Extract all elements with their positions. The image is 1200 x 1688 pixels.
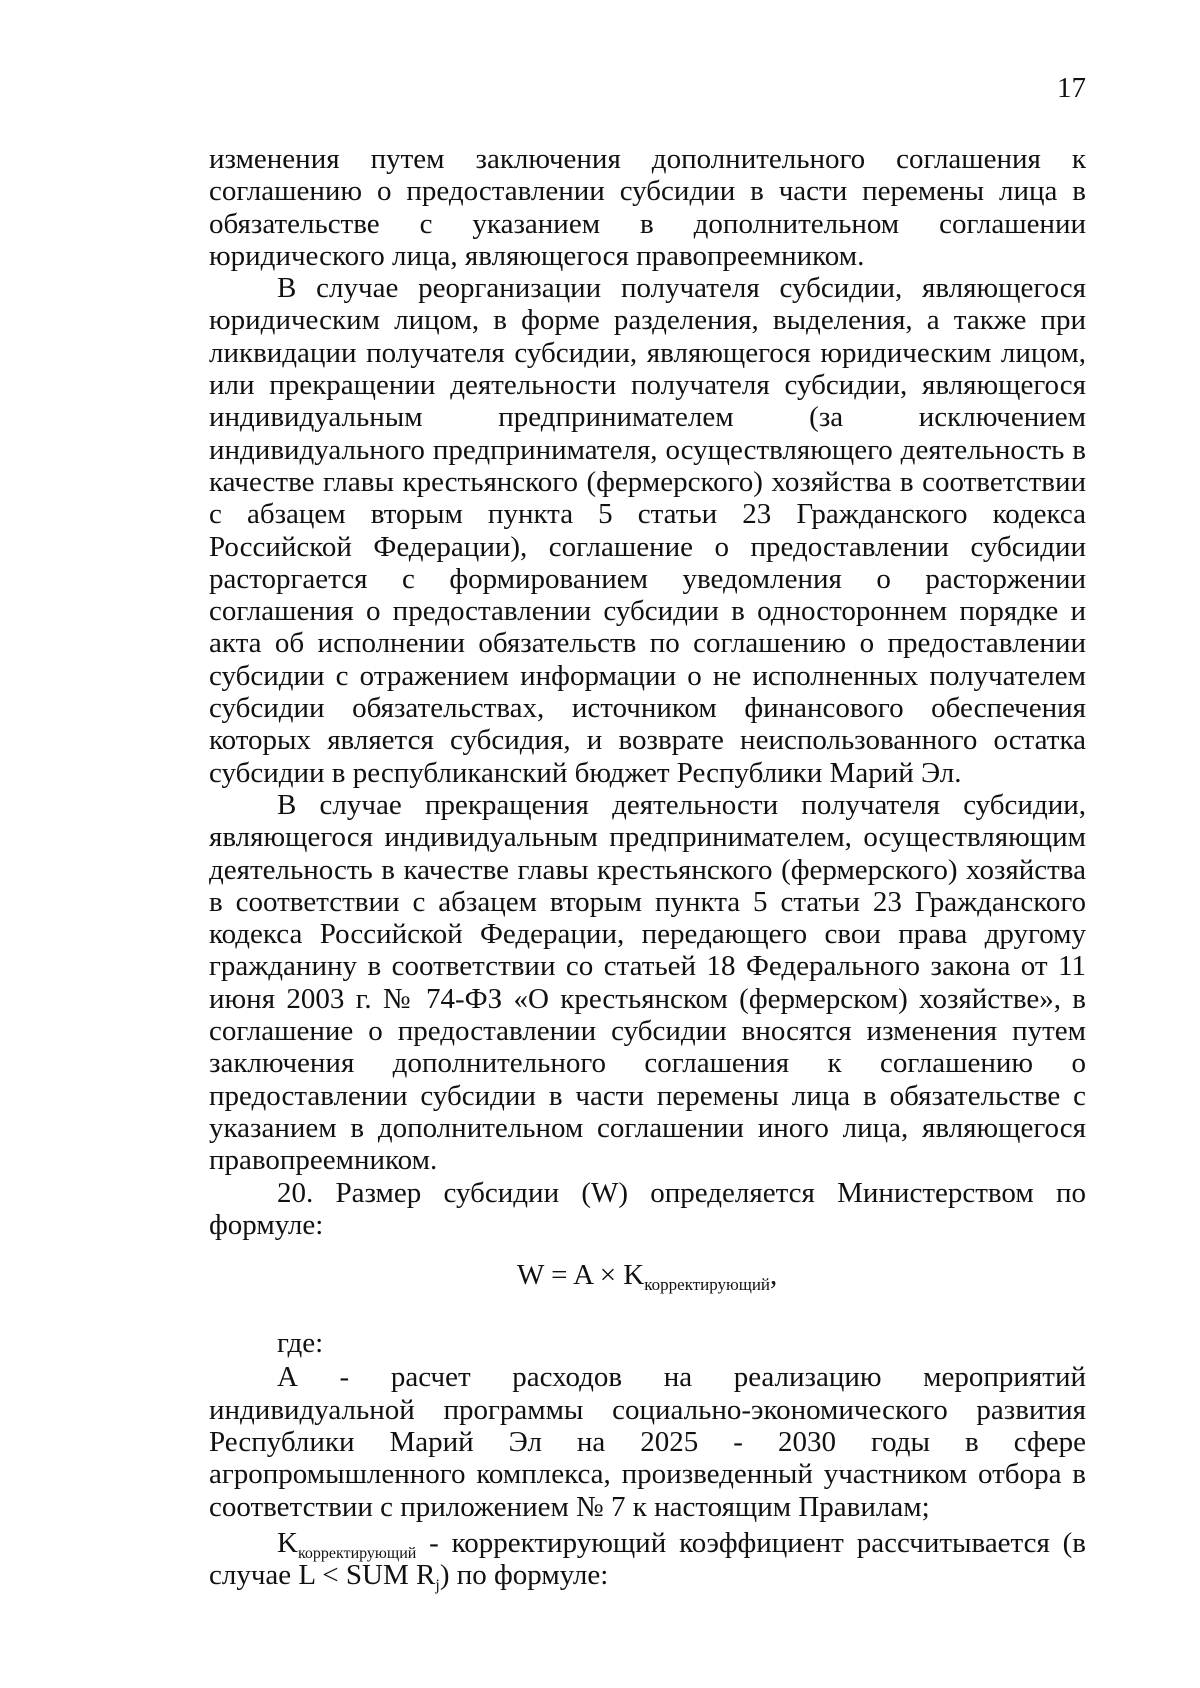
paragraph-continuation: изменения путем заключения дополнительного соглашения к соглашению о предоставлении субсидии в части перемены лица в обязательстве с указанием в дополнительном соглашении юридического лица, являющегося правопреемником.: [209, 143, 1086, 272]
subsidy-formula: [209, 1259, 1086, 1305]
k-subscript: корректирующий: [297, 1544, 417, 1562]
where-label: где:: [277, 1327, 324, 1360]
paragraph-subsidy-size: 20. Размер субсидии (W) определяется Министерством по формуле:: [209, 1176, 1086, 1241]
definition-k: [209, 1526, 1086, 1595]
page-number: 17: [1057, 72, 1086, 104]
document-body: [209, 143, 1086, 1595]
r-subscript-j: j: [435, 1577, 440, 1595]
formula-main: W = A × K: [517, 1259, 645, 1292]
paragraph-termination: В случае прекращения деятельности получателя субсидии, являющегося индивидуальным предпринимателем, осуществляющим деятельность в качестве главы крестьянского (фермерского) хозяйства в соответствии с абзацем вторым пункта 5 статьи 23 Гражданского кодекса Российской Федерации, передающего свои права другому гражданину в соответствии со статьей 18 Федерального закона от 11 июня 2003 г. № 74-ФЗ «О крестьянском (фермерском) хозяйстве», в соглашение о предоставлении субсидии вносятся изменения путем заключения дополнительного соглашения к соглашению о предоставлении субсидии в части перемены лица в обязательстве с указанием в дополнительном соглашении иного лица, являющегося правопреемником.: [209, 788, 1086, 1177]
k-text-1: - корректирующий коэффициент рассчитывается (в случае L < SUM R: [209, 1526, 1086, 1592]
paragraph-reorganization: В случае реорганизации получателя субсидии, являющегося юридическим лицом, в форме разделения, выделения, а также при ликвидации получателя субсидии, являющегося юридическим лицом, или прекращении деятельности получателя субсидии, являющегося индивидуальным предпринимателем (за исключением индивидуального предпринимателя, осуществляющего деятельность в качестве главы крестьянского (фермерского) хозяйства в соответствии с абзацем вторым пункта 5 статьи 23 Гражданского кодекса Российской Федерации), соглашение о предоставлении субсидии расторгается с формированием уведомления о расторжении соглашения о предоставлении субсидии в одностороннем порядке и акта об исполнении обязательств по соглашению о предоставлении субсидии с отражением информации о не исполненных получателем субсидии обязательствах, источником финансового обеспечения которых является субсидия, и возврате неиспользованного остатка субсидии в республиканский бюджет Республики Марий Эл.: [209, 272, 1086, 789]
k-symbol: K: [277, 1526, 298, 1559]
formula-subscript: корректирующий: [644, 1275, 771, 1295]
k-text-2: ) по формуле:: [439, 1559, 609, 1592]
formula-suffix: ,: [770, 1259, 778, 1292]
definition-a: А - расчет расходов на реализацию мероприятий индивидуальной программы социально-экономического развития Республики Марий Эл на 2025 - 2030 годы в сфере агропромышленного комплекса, произведенный участником отбора в соответствии с приложением № 7 к настоящим Правилам;: [209, 1361, 1086, 1523]
